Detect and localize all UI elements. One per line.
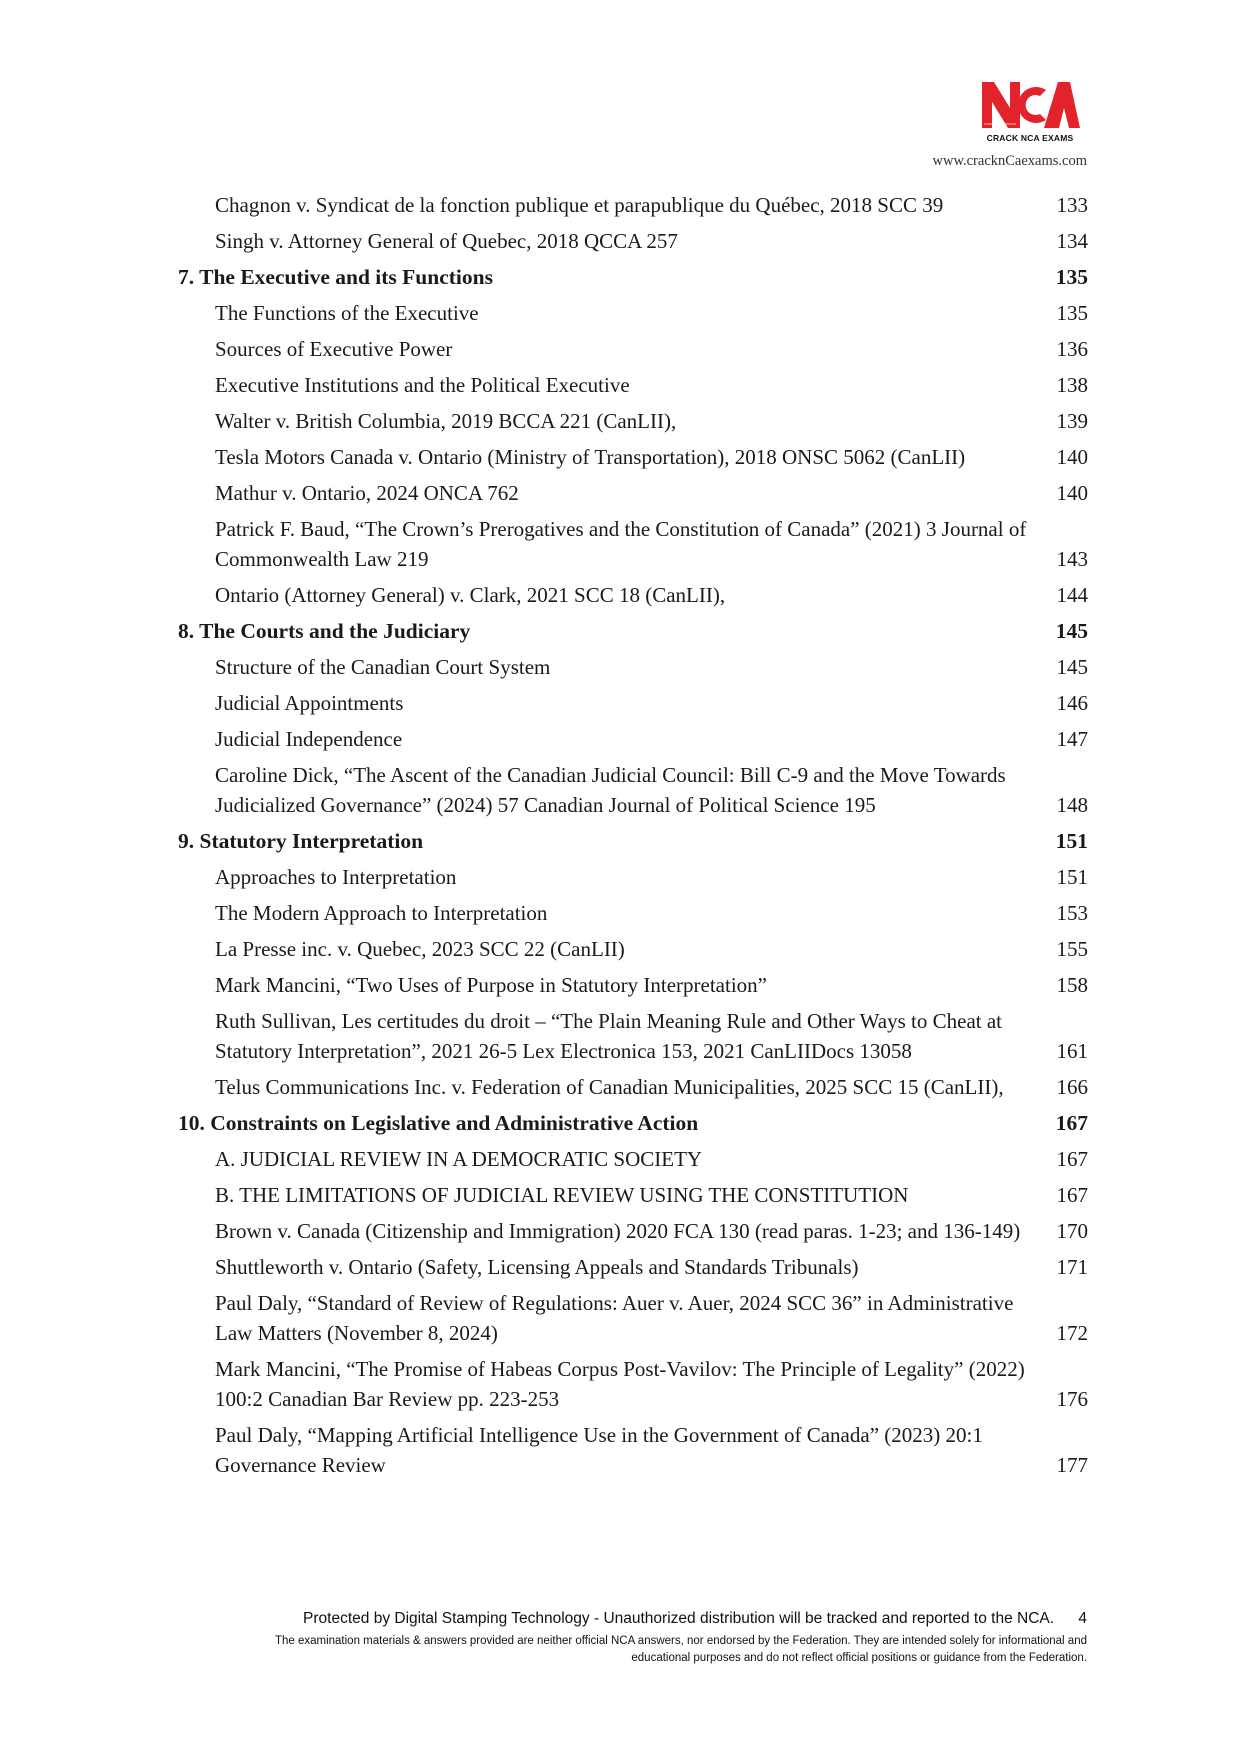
nca-logo-icon (980, 78, 1080, 130)
toc-entry-title: Judicial Appointments (215, 691, 404, 715)
disclaimer-line: educational purposes and do not reflect official positions or guidance from the Federation. (631, 1652, 1087, 1664)
toc-entry[interactable] (178, 366, 1088, 402)
toc-page-number: 171 (1056, 1255, 1088, 1279)
toc-entry-title: Sources of Executive Power (215, 337, 453, 361)
toc-entry-title: La Presse inc. v. Quebec, 2023 SCC 22 (CanLII) (215, 937, 625, 961)
toc-entry-title: Shuttleworth v. Ontario (Safety, Licensing Appeals and Standards Tribunals) (215, 1255, 859, 1279)
toc-page-number: 145 (1056, 655, 1088, 679)
toc-entry[interactable] (178, 1248, 1088, 1284)
toc-entry[interactable] (178, 858, 1088, 894)
website-url[interactable]: www.cracknCaexams.com (932, 153, 1087, 169)
toc-section-heading[interactable] (178, 1104, 1088, 1140)
toc-page-number: 134 (1056, 229, 1088, 253)
toc-page-number: 143 (1056, 547, 1088, 571)
toc-entry[interactable] (178, 1002, 1088, 1068)
toc-page-number: 151 (1056, 865, 1088, 889)
toc-page-number: 155 (1056, 937, 1088, 961)
toc-entry-title: 7. The Executive and its Functions (178, 265, 493, 289)
toc-entry-title: Caroline Dick, “The Ascent of the Canadian Judicial Council: Bill C-9 and the Move Towards Judicialized Governance” (2024) 57 Canadian Journal of Political Science 195 (215, 763, 1006, 817)
toc-entry-title: Walter v. British Columbia, 2019 BCCA 221 (CanLII), (215, 409, 677, 433)
toc-entry[interactable] (178, 1212, 1088, 1248)
toc-entry[interactable] (178, 222, 1088, 258)
toc-entry[interactable] (178, 756, 1088, 822)
toc-page-number: 177 (1056, 1453, 1088, 1477)
toc-page-number: 139 (1056, 409, 1088, 433)
toc-entry[interactable] (178, 1176, 1088, 1212)
toc-entry[interactable] (178, 402, 1088, 438)
toc-entry-title: Mathur v. Ontario, 2024 ONCA 762 (215, 481, 519, 505)
toc-entry[interactable] (178, 648, 1088, 684)
toc-entry[interactable] (178, 1416, 1088, 1482)
toc-entry-title: Structure of the Canadian Court System (215, 655, 551, 679)
toc-page-number: 172 (1056, 1321, 1088, 1345)
toc-entry-title: Singh v. Attorney General of Quebec, 2018 QCCA 257 (215, 229, 678, 253)
toc-entry[interactable] (178, 930, 1088, 966)
toc-page-number: 170 (1056, 1219, 1088, 1243)
toc-page-number: 151 (1055, 829, 1088, 853)
toc-entry-title: Brown v. Canada (Citizenship and Immigration) 2020 FCA 130 (read paras. 1-23; and 136-149) (215, 1219, 1021, 1243)
protection-notice: Protected by Digital Stamping Technology - Unauthorized distribution will be tracked and reported to the NCA. (303, 1610, 1055, 1627)
toc-entry[interactable] (178, 894, 1088, 930)
nca-logo (980, 78, 1080, 143)
toc-page-number: 135 (1055, 265, 1088, 289)
toc-entry-title: Chagnon v. Syndicat de la fonction publique et parapublique du Québec, 2018 SCC 39 (215, 193, 944, 217)
toc-entry[interactable] (178, 438, 1088, 474)
toc-page-number: 135 (1056, 301, 1088, 325)
toc-page-number: 140 (1056, 445, 1088, 469)
toc-entry[interactable] (178, 510, 1088, 576)
toc-section-heading[interactable] (178, 258, 1088, 294)
toc-page-number: 138 (1056, 373, 1088, 397)
toc-entry-title: Paul Daly, “Standard of Review of Regulations: Auer v. Auer, 2024 SCC 36” in Administrative Law Matters (November 8, 2024) (215, 1291, 1014, 1345)
page-footer (150, 1610, 1087, 1667)
toc-entry[interactable] (178, 1068, 1088, 1104)
toc-entry[interactable] (178, 720, 1088, 756)
toc-entry-title: Mark Mancini, “The Promise of Habeas Corpus Post-Vavilov: The Principle of Legality” (2022) 100:2 Canadian Bar Review pp. 223-253 (215, 1357, 1025, 1411)
toc-page-number: 166 (1056, 1075, 1088, 1099)
toc-entry[interactable] (178, 330, 1088, 366)
toc-entry-title: Judicial Independence (215, 727, 403, 751)
toc-entry[interactable] (178, 474, 1088, 510)
toc-entry[interactable] (178, 684, 1088, 720)
toc-page-number: 133 (1056, 193, 1088, 217)
toc-entry-title: Ruth Sullivan, Les certitudes du droit – “The Plain Meaning Rule and Other Ways to Cheat at Statutory Interpretation”, 2021 26-5 Lex Electronica 153, 2021 CanLIIDocs 13058 (215, 1009, 1003, 1063)
toc-page-number: 136 (1056, 337, 1088, 361)
toc-entry-title: 8. The Courts and the Judiciary (178, 619, 471, 643)
disclaimer-line: The examination materials & answers provided are neither official NCA answers, nor endorsed by the Federation. They are intended solely for informational and (274, 1635, 1087, 1647)
toc-entry-title: Ontario (Attorney General) v. Clark, 2021 SCC 18 (CanLII), (215, 583, 726, 607)
toc-entry-title: Paul Daly, “Mapping Artificial Intelligence Use in the Government of Canada” (2023) 20:1 Governance Review (215, 1423, 983, 1477)
toc-page-number: 158 (1056, 973, 1088, 997)
toc-page-number: 161 (1056, 1039, 1088, 1063)
toc-page-number: 167 (1056, 1147, 1088, 1171)
toc-entry-title: The Modern Approach to Interpretation (215, 901, 548, 925)
toc-page-number: 140 (1056, 481, 1088, 505)
toc-page-number: 147 (1056, 727, 1088, 751)
toc-page-number: 176 (1056, 1387, 1088, 1411)
toc-entry-title: Approaches to Interpretation (215, 865, 457, 889)
toc-entry[interactable] (178, 1350, 1088, 1416)
toc-entry[interactable] (178, 966, 1088, 1002)
toc-entry-title: 9. Statutory Interpretation (178, 829, 424, 853)
toc-entry[interactable] (178, 576, 1088, 612)
toc-entry-title: Telus Communications Inc. v. Federation of Canadian Municipalities, 2025 SCC 15 (CanLII), (215, 1075, 1004, 1099)
toc-entry-title: A. JUDICIAL REVIEW IN A DEMOCRATIC SOCIETY (215, 1147, 703, 1171)
toc-entry[interactable] (178, 186, 1088, 222)
toc-page-number: 148 (1056, 793, 1088, 817)
toc-page-number: 145 (1055, 619, 1088, 643)
toc-page-number: 146 (1056, 691, 1088, 715)
toc-page-number: 167 (1055, 1111, 1088, 1135)
toc-page-number: 167 (1056, 1183, 1088, 1207)
toc-section-heading[interactable] (178, 612, 1088, 648)
toc-entry-title: Executive Institutions and the Political Executive (215, 373, 630, 397)
toc-entry[interactable] (178, 1140, 1088, 1176)
toc-entry[interactable] (178, 294, 1088, 330)
toc-entry-title: B. THE LIMITATIONS OF JUDICIAL REVIEW USING THE CONSTITUTION (215, 1183, 909, 1207)
table-of-contents (178, 186, 1088, 1482)
toc-page-number: 144 (1056, 583, 1088, 607)
toc-entry[interactable] (178, 1284, 1088, 1350)
toc-entry-title: 10. Constraints on Legislative and Administrative Action (178, 1111, 699, 1135)
toc-page-number: 153 (1056, 901, 1088, 925)
toc-entry-title: Tesla Motors Canada v. Ontario (Ministry of Transportation), 2018 ONSC 5062 (CanLII) (215, 445, 966, 469)
toc-entry-title: Patrick F. Baud, “The Crown’s Prerogatives and the Constitution of Canada” (2021) 3 Journal of Commonwealth Law 219 (215, 517, 1027, 571)
toc-entry-title: Mark Mancini, “Two Uses of Purpose in Statutory Interpretation” (215, 973, 767, 997)
toc-section-heading[interactable] (178, 822, 1088, 858)
toc-entry-title: The Functions of the Executive (215, 301, 479, 325)
logo-tagline: CRACK NCA EXAMS (986, 133, 1074, 143)
page-number: 4 (1078, 1610, 1087, 1627)
